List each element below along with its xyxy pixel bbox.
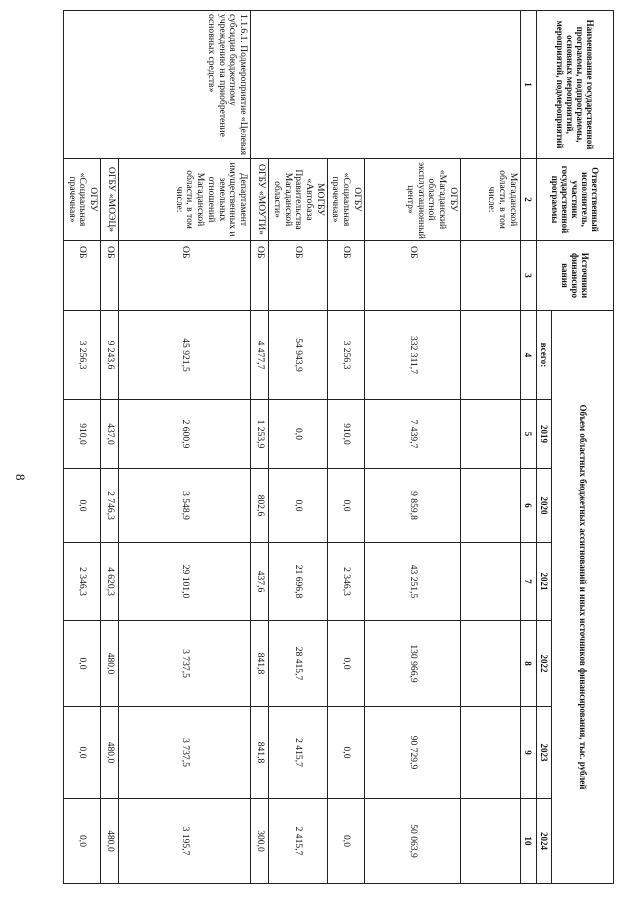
row-value: 0,0 — [327, 799, 364, 884]
row-value: 3 737,5 — [119, 707, 251, 799]
row-value: 910,0 — [327, 400, 364, 469]
row-value: 29 101,0 — [119, 543, 251, 621]
row-value: 4 620,3 — [101, 543, 119, 621]
row-value: 28 415,7 — [269, 621, 328, 707]
row-value: 0,0 — [63, 621, 100, 707]
column-number: 5 — [520, 400, 536, 469]
column-number: 8 — [520, 621, 536, 707]
row-value: 3 195,7 — [119, 799, 251, 884]
row-value: 0,0 — [269, 400, 328, 469]
row-source: ОБ — [63, 241, 100, 311]
row-name-cell: 1.1.6.1. Подмероприятие «Целевая субсидия бюджетному учреждению на приобретение основных средств» — [63, 11, 250, 159]
row-value: 130 966,9 — [364, 621, 460, 707]
column-number: 7 — [520, 543, 536, 621]
header-year: 2023 — [536, 707, 551, 799]
column-number: 1 — [520, 11, 536, 159]
row-total: 54 943,9 — [269, 311, 328, 400]
header-funding: Объем областных бюджетных ассигнований и иных источников финансирования, тыс. рублей — [552, 311, 614, 884]
row-name-cell — [251, 11, 521, 159]
row-executor: ОГБУ «Социальная прачечная» — [63, 159, 100, 241]
row-executor: МОГБУ «Автобаза Правительства Магаданской области» — [269, 159, 328, 241]
row-value: 3 737,5 — [119, 621, 251, 707]
row-value: 0,0 — [327, 621, 364, 707]
row-value: 50 063,9 — [364, 799, 460, 884]
row-executor: ОГБУ «Социальная прачечная» — [327, 159, 364, 241]
column-number: 9 — [520, 707, 536, 799]
row-value: 2 746,3 — [101, 469, 119, 543]
row-total: 45 921,5 — [119, 311, 251, 400]
header-year: 2020 — [536, 469, 551, 543]
page-number: 8 — [13, 474, 28, 481]
row-source: ОБ — [364, 241, 460, 311]
row-source — [460, 241, 520, 311]
row-value: 2 600,9 — [119, 400, 251, 469]
row-value: 0,0 — [327, 707, 364, 799]
row-value: 43 251,5 — [364, 543, 460, 621]
column-number: 3 — [520, 241, 536, 311]
row-value: 0,0 — [269, 469, 328, 543]
row-value — [460, 707, 520, 799]
header-name: Наименование государственной программы, подпрограммы, основных мероприятий, мероприятий, подмероприятий — [536, 11, 613, 159]
row-value — [460, 469, 520, 543]
column-number: 2 — [520, 159, 536, 241]
header-sources: Источники финансиро вания — [536, 241, 613, 311]
row-value: 480,0 — [101, 621, 119, 707]
header-year: 2019 — [536, 400, 551, 469]
row-value: 910,0 — [63, 400, 100, 469]
row-value: 480,0 — [101, 707, 119, 799]
row-executor: ОГБУ «МОУТИ» — [251, 159, 269, 241]
row-total: 3 256,3 — [327, 311, 364, 400]
row-executor: ОГБУ «Магаданский областной эксплуатационный центр» — [364, 159, 460, 241]
row-total — [460, 311, 520, 400]
row-source: ОБ — [327, 241, 364, 311]
row-value: 2 415,7 — [269, 707, 328, 799]
column-number: 4 — [520, 311, 536, 400]
row-value: 437,0 — [101, 400, 119, 469]
header-executor: Ответственный исполнитель, участник государственной программы — [536, 159, 613, 241]
header-year: 2022 — [536, 621, 551, 707]
row-source: ОБ — [269, 241, 328, 311]
row-source: ОБ — [101, 241, 119, 311]
row-executor: Департамент имущественных и земельных отношений Магаданской области, в том числе: — [119, 159, 251, 241]
row-value: 841,8 — [251, 621, 269, 707]
table-row — [460, 11, 520, 884]
row-value — [460, 799, 520, 884]
row-value: 437,6 — [251, 543, 269, 621]
header-total: всего: — [536, 311, 551, 400]
row-value: 2 346,3 — [63, 543, 100, 621]
row-value: 0,0 — [327, 469, 364, 543]
row-value: 841,8 — [251, 707, 269, 799]
row-value: 300,0 — [251, 799, 269, 884]
row-total: 9 243,6 — [101, 311, 119, 400]
row-total: 3 256,3 — [63, 311, 100, 400]
row-value: 3 548,9 — [119, 469, 251, 543]
header-year: 2021 — [536, 543, 551, 621]
row-executor: Магаданской области, в том числе: — [460, 159, 520, 241]
table-row — [119, 11, 251, 884]
row-value: 7 439,7 — [364, 400, 460, 469]
row-value: 0,0 — [63, 707, 100, 799]
row-value — [460, 543, 520, 621]
column-number: 6 — [520, 469, 536, 543]
row-value: 480,0 — [101, 799, 119, 884]
funding-table — [63, 10, 614, 884]
rotated-page — [66, 10, 614, 883]
row-value: 0,0 — [63, 469, 100, 543]
row-source: ОБ — [251, 241, 269, 311]
row-value — [460, 400, 520, 469]
row-total: 332 311,7 — [364, 311, 460, 400]
row-value: 1 253,9 — [251, 400, 269, 469]
row-value: 9 859,8 — [364, 469, 460, 543]
row-value: 802,6 — [251, 469, 269, 543]
row-value: 90 729,9 — [364, 707, 460, 799]
column-number: 10 — [520, 799, 536, 884]
row-total: 4 477,7 — [251, 311, 269, 400]
row-value: 2 346,3 — [327, 543, 364, 621]
row-source: ОБ — [119, 241, 251, 311]
row-executor: ОГБУ «МОЭЦ» — [101, 159, 119, 241]
row-value: 0,0 — [63, 799, 100, 884]
header-year: 2024 — [536, 799, 551, 884]
row-value: 21 696,8 — [269, 543, 328, 621]
row-value: 2 415,7 — [269, 799, 328, 884]
row-value — [460, 621, 520, 707]
